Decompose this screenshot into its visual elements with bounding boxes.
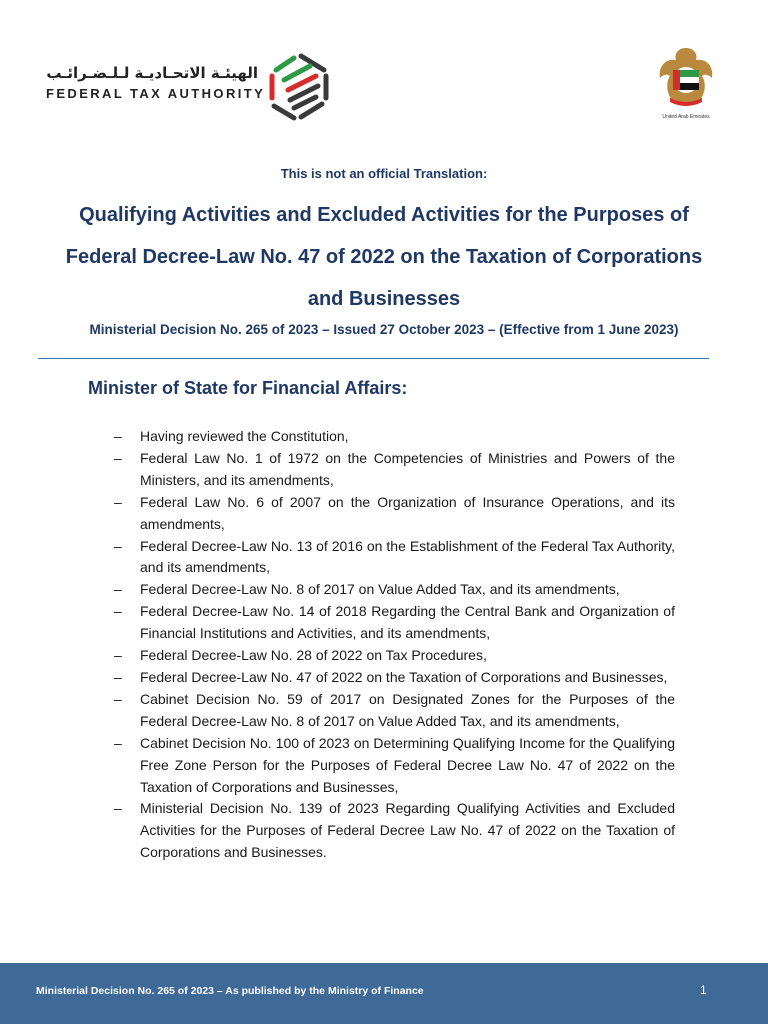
fta-arabic-name: الهيئـة الاتحـاديـة لـلـضـرائـب: [46, 64, 258, 82]
recital-text: Federal Decree-Law No. 13 of 2016 on the Establishment of the Federal Tax Authority, and its amendments,: [140, 537, 675, 576]
recital-text: Federal Law No. 1 of 1972 on the Competencies of Ministries and Powers of the Ministers, and its amendments,: [140, 449, 675, 488]
page-footer: [0, 963, 768, 1024]
document-title: Qualifying Activities and Excluded Activities for the Purposes of Federal Decree-Law No. 47 of 2022 on the Taxation of Corporations and Businesses: [65, 204, 703, 310]
page-header: [0, 0, 768, 150]
dash-bullet: –: [114, 428, 122, 444]
dash-bullet: –: [114, 800, 122, 817]
dash-bullet: –: [114, 493, 122, 510]
recital-item: [114, 689, 675, 733]
dash-bullet: –: [114, 449, 122, 466]
section-heading: Minister of State for Financial Affairs:: [88, 378, 408, 398]
recital-text: Federal Law No. 6 of 2007 on the Organization of Insurance Operations, and its amendments,: [140, 493, 675, 532]
dash-bullet: –: [114, 734, 122, 751]
translation-disclaimer: This is not an official Translation:: [280, 166, 488, 181]
dash-bullet: –: [114, 668, 122, 685]
page-number: 1: [700, 983, 707, 997]
decision-subtitle: Ministerial Decision No. 265 of 2023 – Issued 27 October 2023 – (Effective from 1 June 2023): [89, 322, 679, 337]
recital-item: [114, 798, 675, 864]
recital-item: [114, 536, 675, 580]
dash-bullet: –: [114, 581, 122, 598]
recital-text: Federal Decree-Law No. 28 of 2022 on Tax Procedures,: [140, 647, 487, 664]
recital-item: [114, 667, 675, 689]
recital-text: Cabinet Decision No. 100 of 2023 on Determining Qualifying Income for the Qualifying Free Zone Person for the Purposes of Federal Decree Law No. 47 of 2022 on the Taxation of Corporations and Businesses,: [140, 734, 675, 795]
recital-item: [114, 492, 675, 536]
recital-text: Federal Decree-Law No. 8 of 2017 on Value Added Tax, and its amendments,: [140, 581, 620, 598]
recital-item: [114, 733, 675, 799]
recitals-list: [114, 426, 675, 864]
recital-item: [114, 601, 675, 645]
recital-item: [114, 426, 675, 448]
recital-item: [114, 645, 675, 667]
recital-text: Federal Decree-Law No. 47 of 2022 on the Taxation of Corporations and Businesses,: [140, 668, 668, 685]
header-divider: [38, 358, 709, 359]
recital-text: Federal Decree-Law No. 14 of 2018 Regarding the Central Bank and Organization of Financial Institutions and Activities, and its amendments,: [140, 603, 675, 642]
uae-emblem-caption: United Arab Emirates: [662, 114, 710, 120]
dash-bullet: –: [114, 537, 122, 554]
recital-item: [114, 579, 675, 601]
recital-item: [114, 448, 675, 492]
fta-english-name: FEDERAL TAX AUTHORITY: [46, 86, 266, 101]
dash-bullet: –: [114, 690, 122, 707]
recital-text: Cabinet Decision No. 59 of 2017 on Designated Zones for the Purposes of the Federal Decree-Law No. 8 of 2017 on Value Added Tax, and its amendments,: [140, 690, 675, 729]
footer-source-note: Ministerial Decision No. 265 of 2023 – As published by the Ministry of Finance: [36, 985, 424, 997]
dash-bullet: –: [114, 647, 122, 664]
dash-bullet: –: [114, 603, 122, 620]
fta-logo-icon: [264, 50, 338, 124]
recital-text: Having reviewed the Constitution,: [140, 428, 349, 444]
recital-text: Ministerial Decision No. 139 of 2023 Regarding Qualifying Activities and Excluded Activities for the Purposes of Federal Decree Law No. 47 of 2022 on the Taxation of Corporations and Businesses.: [140, 800, 675, 861]
uae-emblem-icon: [656, 44, 716, 110]
